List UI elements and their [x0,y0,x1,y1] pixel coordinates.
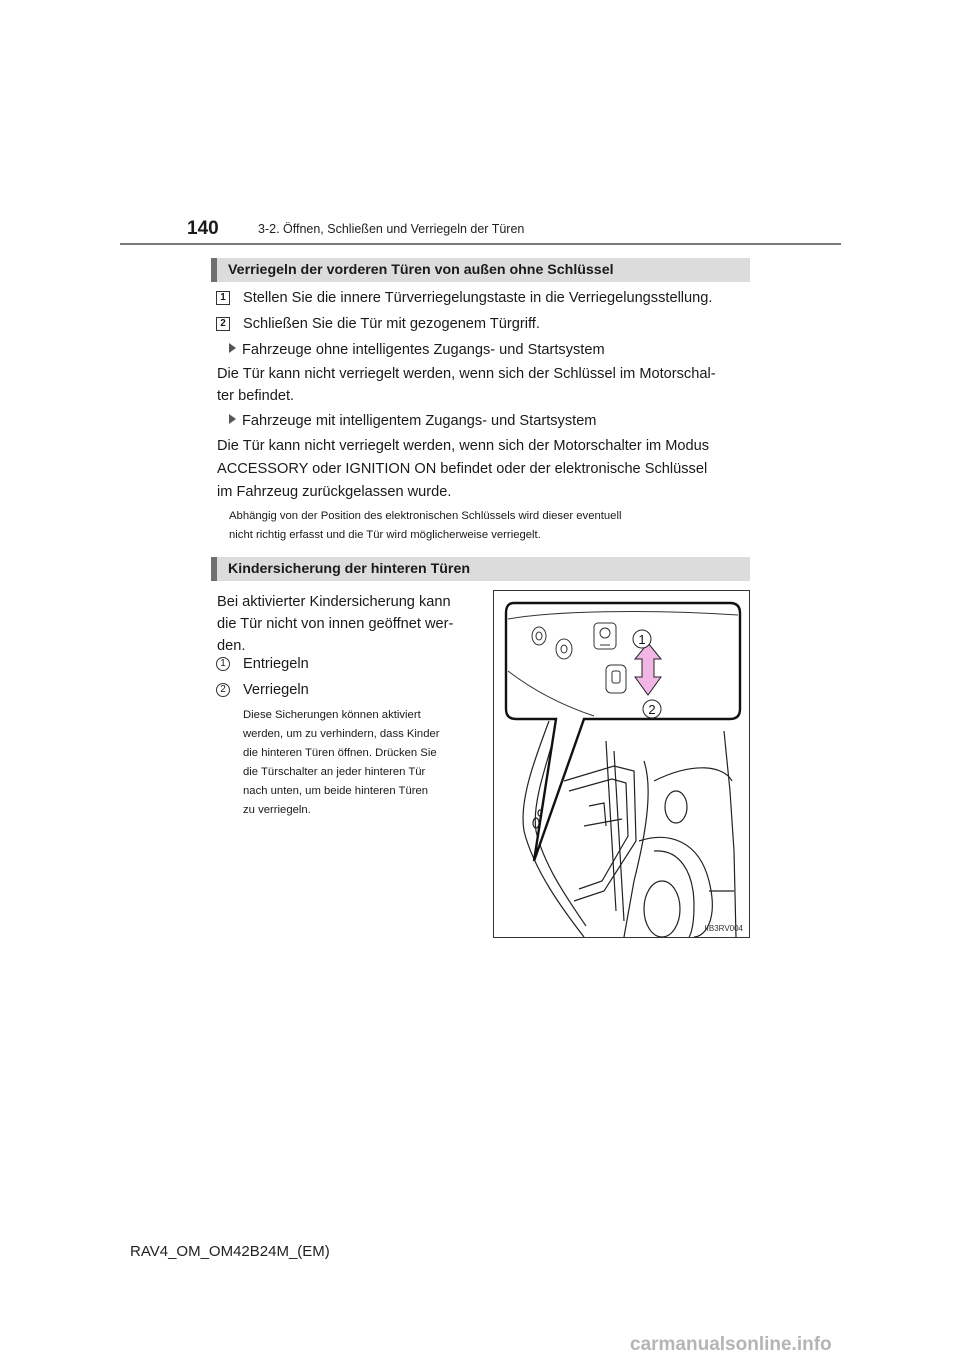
child-lock-note-4: die Türschalter an jeder hinteren Tür [243,766,426,778]
triangle-bullet-icon [229,343,236,353]
item-lock: Verriegeln [243,682,309,698]
step-text-2: Schließen Sie die Tür mit gezogenem Türgriff. [243,316,540,332]
paragraph-smart-key-2: ACCESSORY oder IGNITION ON befindet oder der elektronische Schlüssel [217,461,708,477]
child-lock-illustration [493,590,750,938]
bullet-no-smart-key [229,339,605,361]
child-lock-note-2: werden, um zu verhindern, dass Kinder [243,728,440,740]
section-heading-child-lock: Kindersicherung der hinteren Türen [211,557,750,581]
bullet-label: Fahrzeuge ohne intelligentes Zugangs- und Startsystem [242,342,605,358]
illustration-code: IIB3RV004 [704,924,743,933]
child-lock-intro-3: den. [217,638,246,654]
triangle-bullet-icon [229,414,236,424]
child-lock-note-6: zu verriegeln. [243,804,311,816]
item-marker-1: 1 [216,657,230,671]
child-lock-intro-2: die Tür nicht von innen geöffnet wer- [217,616,454,632]
bullet-label: Fahrzeuge mit intelligentem Zugangs- und Startsystem [242,413,597,429]
step-marker-2: 2 [216,317,230,331]
page-number: 140 [187,218,219,239]
chapter-title: 3-2. Öffnen, Schließen und Verriegeln der Türen [258,222,525,236]
step-text-1: Stellen Sie die innere Türverriegelungstaste in die Verriegelungsstellung. [243,290,713,306]
paragraph-smart-key-3: im Fahrzeug zurückgelassen wurde. [217,484,452,500]
note-line-1: Abhängig von der Position des elektronischen Schlüssels wird dieser eventuell [229,510,622,522]
paragraph-no-smart-key-1: Die Tür kann nicht verriegelt werden, wenn sich der Schlüssel im Motorschal- [217,366,716,382]
bullet-smart-key [229,410,596,432]
paragraph-smart-key-1: Die Tür kann nicht verriegelt werden, wenn sich der Motorschalter im Modus [217,438,710,454]
note-line-2: nicht richtig erfasst und die Tür wird möglicherweise verriegelt. [229,529,541,541]
callout-label-1: 1 [638,632,646,647]
item-marker-2: 2 [216,683,230,697]
section-heading-front-doors: Verriegeln der vorderen Türen von außen ohne Schlüssel [211,258,750,282]
header-rule [120,243,841,245]
callout-label-2: 2 [648,702,656,717]
footer-document-id: RAV4_OM_OM42B24M_(EM) [130,1243,330,1260]
child-lock-note-1: Diese Sicherungen können aktiviert [243,709,421,721]
step-marker-1: 1 [216,291,230,305]
item-unlock: Entriegeln [243,656,309,672]
child-lock-note-5: nach unten, um beide hinteren Türen [243,785,429,797]
paragraph-no-smart-key-2: ter befindet. [217,388,295,404]
child-lock-note-3: die hinteren Türen öffnen. Drücken Sie [243,747,437,759]
child-lock-intro-1: Bei aktivierter Kindersicherung kann [217,594,451,610]
watermark-text: carmanualsonline.info [630,1334,832,1355]
rear-door-drawing [494,591,749,937]
